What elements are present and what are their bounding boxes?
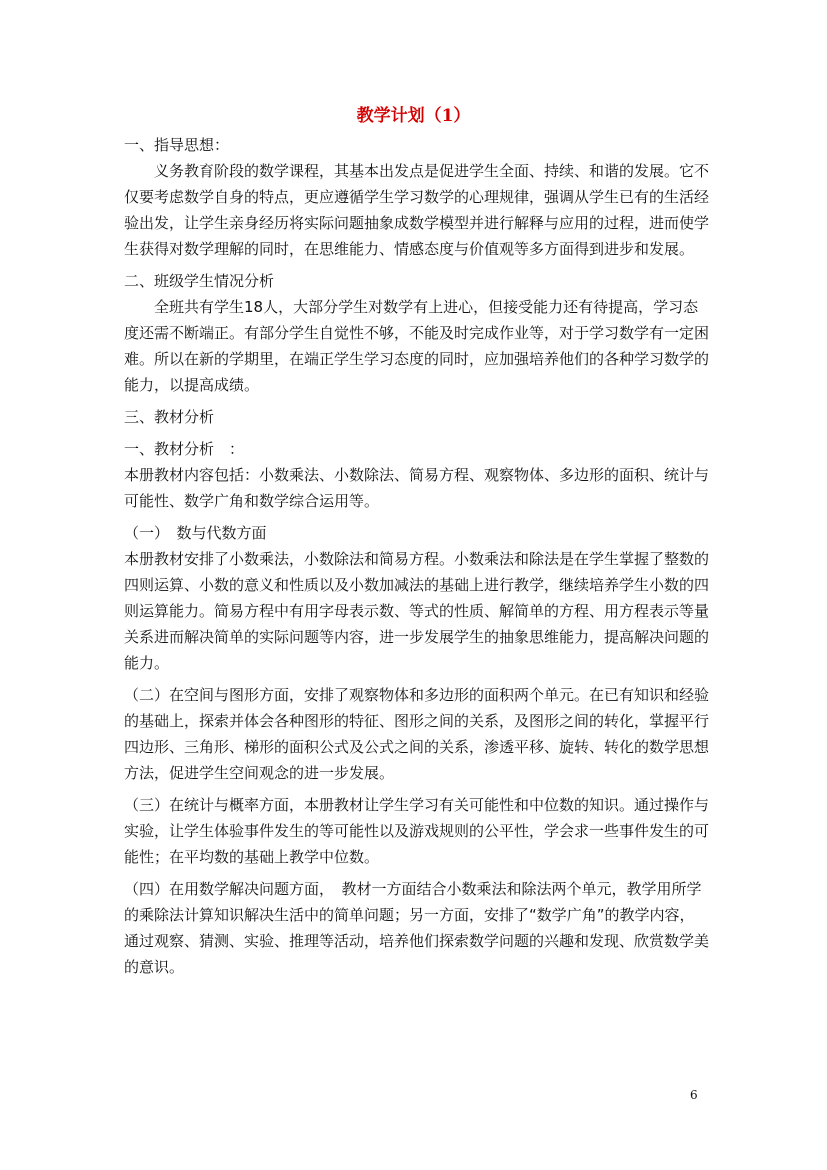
paragraph: （二）在空间与图形方面，安排了观察物体和多边形的面积两个单元。在已有知识和经验的基础上，探索并体会各种图形的特征、图形之间的关系，及图形之间的转化，掌握平行四边形、三角形、梯形的面积公式及公式之间的关系，渗透平移、旋转、转化的数学思想方法，促进学生空间观念的进一步发展。	[124, 686, 710, 782]
subsection-heading: （一） 数与代数方面	[124, 524, 267, 542]
paragraph: 本册教材内容包括：小数乘法、小数除法、简易方程、观察物体、多边形的面积、统计与可能性、数学广角和数学综合运用等。	[124, 466, 710, 510]
section-heading: 三、教材分析	[124, 408, 215, 426]
section-textbook-analysis	[124, 404, 709, 430]
paragraph: 义务教育阶段的数学课程，其基本出发点是促进学生全面、持续、和谐的发展。它不仅要考虑数学自身的特点，更应遵循学生学习数学的心理规律，强调从学生已有的生活经验出发，让学生亲身经历将实际问题抽象成数学模型并进行解释与应用的过程，进而使学生获得对数学理解的同时，在思维能力、情感态度与价值观等多方面得到进步和发展。	[124, 162, 710, 258]
subsection-problem-solving	[124, 876, 709, 980]
page-number: 6	[690, 1088, 698, 1102]
paragraph: 全班共有学生18人，大部分学生对数学有上进心，但接受能力还有待提高，学习态度还需不断端正。有部分学生自觉性不够，不能及时完成作业等，对于学习数学有一定困难。所以在新的学期里，在端正学生学习态度的同时，应加强培养他们的各种学习数学的能力，以提高成绩。	[124, 298, 710, 394]
paragraph: （四）在用数学解决问题方面， 教材一方面结合小数乘法和除法两个单元，教学用所学的乘除法计算知识解决生活中的简单问题；另一方面，安排了“数学广角”的教学内容，通过观察、猜测、实验、推理等活动，培养他们探索数学问题的兴趣和发现、欣赏数学美的意识。	[124, 880, 710, 976]
section-heading: 一、教材分析 ：	[124, 440, 245, 458]
section-heading: 二、班级学生情况分析	[124, 272, 275, 290]
paragraph: 本册教材安排了小数乘法，小数除法和简易方程。小数乘法和除法是在学生掌握了整数的四则运算、小数的意义和性质以及小数加减法的基础上进行教学，继续培养学生小数的四则运算能力。简易方程中有用字母表示数、等式的性质、解简单的方程、用方程表示等量关系进而解决简单的实际问题等内容，进一步发展学生的抽象思维能力，提高解决问题的能力。	[124, 550, 710, 672]
subsection-statistics	[124, 792, 709, 870]
subsection-space-shape	[124, 682, 709, 786]
subsection-number-algebra	[124, 520, 709, 676]
page-title: 教学计划（1）	[356, 106, 471, 126]
section-heading: 一、指导思想：	[124, 136, 230, 154]
paragraph: （三）在统计与概率方面，本册教材让学生学习有关可能性和中位数的知识。通过操作与实验，让学生体验事件发生的等可能性以及游戏规则的公平性，学会求一些事件发生的可能性；在平均数的基础上教学中位数。	[124, 796, 710, 866]
section-student-analysis	[124, 268, 709, 398]
document-body	[124, 132, 709, 986]
subsection-textbook-analysis	[124, 436, 709, 514]
section-guiding-thought	[124, 132, 709, 262]
